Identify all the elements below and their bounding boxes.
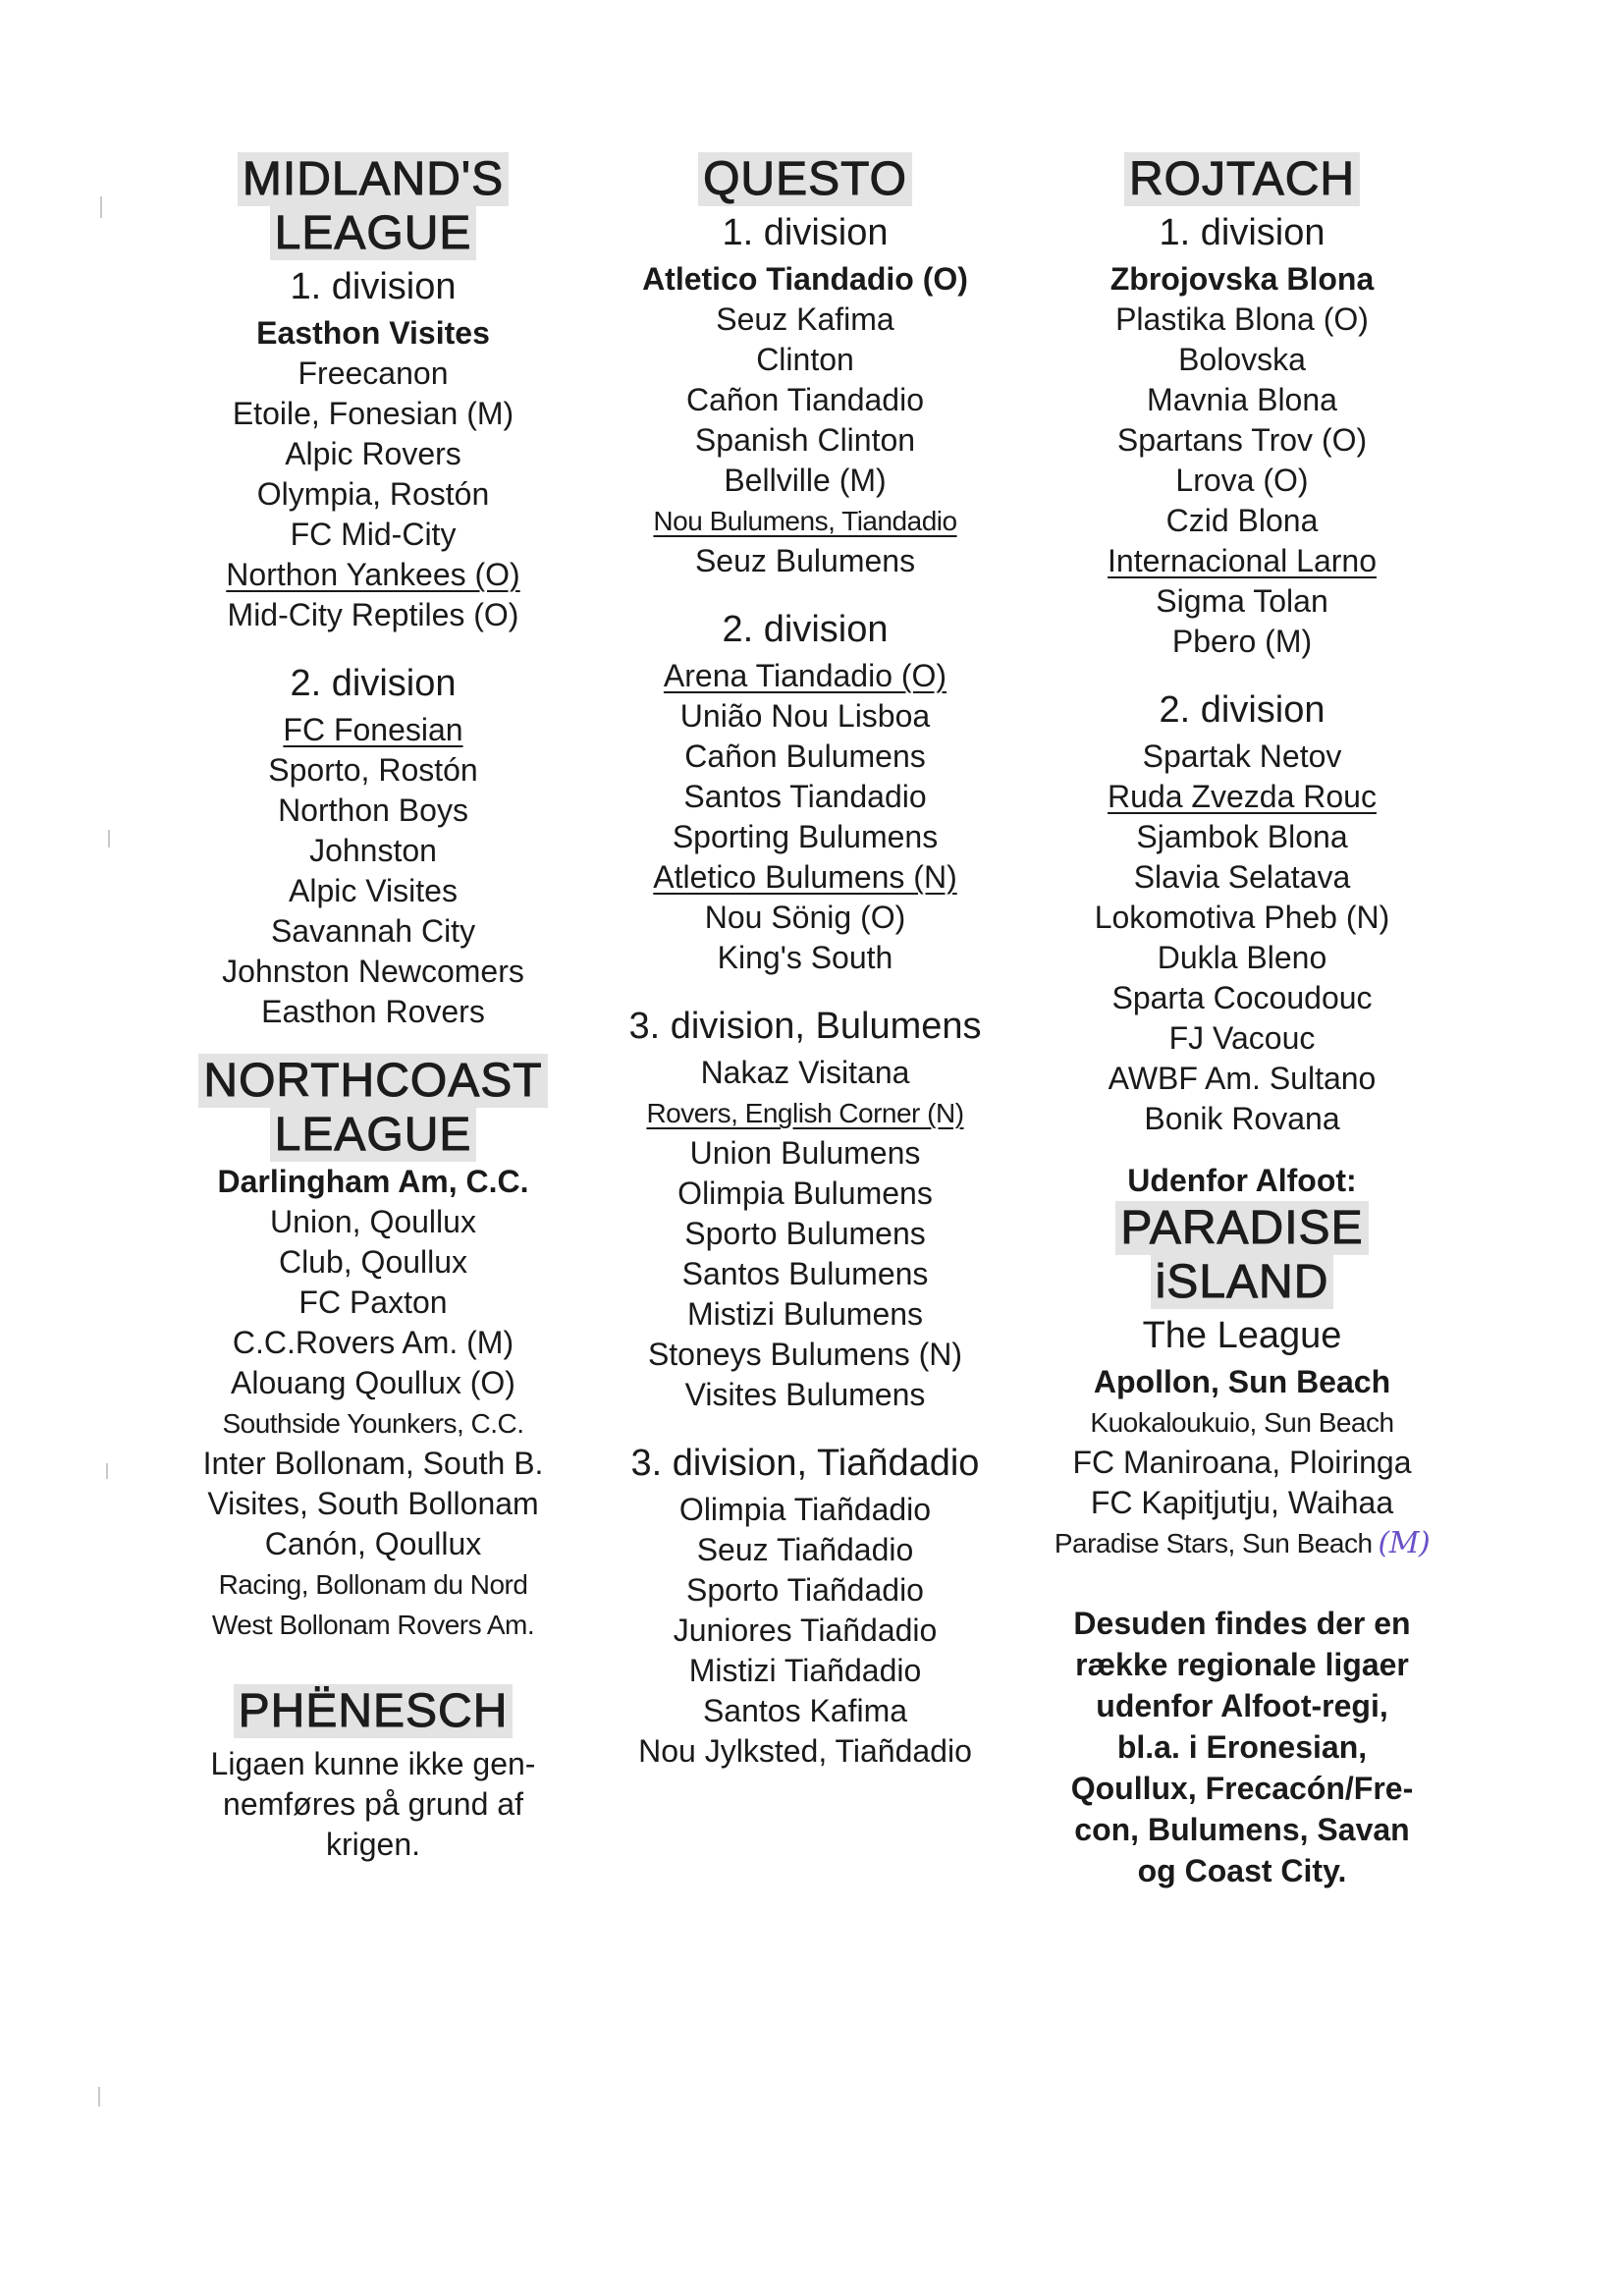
club-item: Kuokaloukuio, Sun Beach <box>1090 1407 1394 1438</box>
league-title: MIDLAND'S <box>238 152 509 206</box>
club-item: Easthon Visites <box>256 315 490 351</box>
club-name-underlined: Atletico Bulumens (N) <box>653 859 957 895</box>
division-heading: 1. division <box>722 212 889 253</box>
scan-mark <box>108 830 110 847</box>
section-pre-label: Udenfor Alfoot: <box>1127 1163 1357 1198</box>
club-item: Etoile, Fonesian (M) <box>232 396 514 431</box>
club-name: Paradise Stars, Sun Beach <box>1054 1528 1373 1558</box>
club-item: Olimpia Bulumens <box>677 1175 933 1211</box>
club-item: Canón, Qoullux <box>264 1526 482 1561</box>
league-title: iSLAND <box>1151 1255 1334 1309</box>
league-title: PHËNESCH <box>234 1684 514 1738</box>
division-heading: The League <box>1142 1315 1342 1356</box>
club-item: Seuz Bulumens <box>694 543 916 578</box>
column-left <box>177 152 569 1865</box>
league-title: LEAGUE <box>270 206 477 260</box>
club-name-underlined: Ruda Zvezda Rouc <box>1108 779 1377 814</box>
club-item: Stoneys Bulumens (N) <box>647 1337 963 1372</box>
club-item <box>609 501 1001 541</box>
club-item: Alpic Rovers <box>285 436 461 471</box>
club-item: Santos Bulumens <box>681 1256 929 1291</box>
club-item: Seuz Tiañdadio <box>696 1532 914 1567</box>
club-item: Mid-City Reptiles (O) <box>227 597 519 632</box>
phenesch-section <box>177 1684 569 1865</box>
club-item: Bonik Rovana <box>1144 1101 1340 1136</box>
club-item: Alouang Qoullux (O) <box>231 1365 515 1400</box>
club-item: Sporto, Rostón <box>268 752 478 788</box>
column-right <box>1046 152 1438 1891</box>
text-line: nemføres på grund af <box>223 1786 523 1822</box>
club-item: West Bollonam Rovers Am. <box>211 1610 535 1640</box>
club-item: Clinton <box>756 342 854 377</box>
club-name-underlined: FC Fonesian <box>283 712 463 747</box>
club-item: Olimpia Tiañdadio <box>678 1492 932 1527</box>
club-name-underlined: Rovers, English Corner (N) <box>646 1098 964 1128</box>
club-item: AWBF Am. Sultano <box>1108 1061 1377 1096</box>
note-line: række regionale ligaer <box>1075 1647 1409 1682</box>
club-item: Northon Boys <box>278 793 468 828</box>
scan-mark <box>98 2087 100 2106</box>
club-item: Nou Sönig (O) <box>704 900 906 935</box>
club-item: Olympia, Rostón <box>256 476 490 512</box>
club-item: Seuz Kafima <box>716 301 894 337</box>
club-item: Spanish Clinton <box>694 422 916 458</box>
club-item: Sporting Bulumens <box>672 819 939 854</box>
club-item: Bellville (M) <box>724 463 887 498</box>
handwritten-annotation: (M) <box>1378 1526 1431 1560</box>
division-heading: 2. division <box>290 663 457 704</box>
club-item: Dukla Bleno <box>1157 940 1327 975</box>
club-item: FC Paxton <box>298 1285 448 1320</box>
club-item: FJ Vacouc <box>1168 1020 1316 1056</box>
club-item: Plastika Blona (O) <box>1115 301 1369 337</box>
column-middle <box>609 152 1001 1772</box>
club-item: União Nou Lisboa <box>679 698 931 734</box>
note-line: udenfor Alfoot-regi, <box>1096 1688 1388 1723</box>
scan-mark <box>100 196 102 218</box>
club-item: Sporto Bulumens <box>684 1216 926 1251</box>
club-item <box>1046 1523 1438 1563</box>
club-item: Sporto Tiañdadio <box>686 1572 924 1608</box>
club-item: Inter Bollonam, South B. <box>202 1446 544 1481</box>
club-item: Racing, Bollonam du Nord <box>218 1569 528 1600</box>
club-item <box>1046 541 1438 581</box>
questo-section <box>609 152 1001 1772</box>
club-item <box>177 710 569 750</box>
paradise-island-section <box>1046 1161 1438 1563</box>
club-item: Apollon, Sun Beach <box>1093 1364 1391 1399</box>
note-line: con, Bulumens, Savan <box>1074 1812 1410 1847</box>
club-item: Johnston Newcomers <box>222 954 524 989</box>
club-item: Lrova (O) <box>1175 463 1309 498</box>
club-item: Slavia Selatava <box>1133 859 1351 895</box>
club-name-underlined: Northon Yankees (O) <box>226 557 520 592</box>
club-item <box>609 656 1001 696</box>
league-title: PARADISE <box>1115 1201 1368 1255</box>
club-item: Southside Younkers, C.C. <box>222 1408 524 1439</box>
text-line: krigen. <box>325 1827 421 1862</box>
club-item: FC Kapitjutju, Waihaa <box>1090 1485 1394 1520</box>
club-name-underlined: Internacional Larno <box>1108 543 1377 578</box>
club-item: King's South <box>717 940 893 975</box>
league-title: QUESTO <box>698 152 912 206</box>
club-name-underlined: Arena Tiandadio (O) <box>663 658 947 693</box>
club-item: Johnston <box>309 833 437 868</box>
club-item: FC Mid-City <box>290 517 457 552</box>
club-item <box>609 1093 1001 1133</box>
club-name-underlined: Nou Bulumens, Tiandadio <box>653 506 957 536</box>
club-item <box>1046 777 1438 817</box>
club-item: Czid Blona <box>1165 503 1319 538</box>
regional-note <box>1046 1603 1438 1891</box>
club-item: Atletico Tiandadio (O) <box>642 261 968 297</box>
club-item: Nakaz Visitana <box>700 1055 910 1090</box>
division-heading: 3. division, Bulumens <box>628 1006 982 1047</box>
club-item: Pbero (M) <box>1171 624 1313 659</box>
club-item: Sjambok Blona <box>1136 819 1348 854</box>
club-item: Mistizi Tiañdadio <box>688 1653 922 1688</box>
club-item: Santos Kafima <box>702 1693 908 1728</box>
division-heading: 2. division <box>722 609 889 650</box>
club-item: Sigma Tolan <box>1156 583 1328 619</box>
note-line: Qoullux, Frecacón/Fre- <box>1070 1771 1414 1806</box>
club-item: Club, Qoullux <box>278 1244 468 1280</box>
club-item: Lokomotiva Pheb (N) <box>1094 900 1390 935</box>
club-item: Zbrojovska Blona <box>1109 261 1375 297</box>
note-line: bl.a. i Eronesian, <box>1116 1729 1368 1765</box>
league-title: NORTHCOAST <box>198 1054 547 1108</box>
club-item: Cañon Tiandadio <box>686 382 924 417</box>
club-item: Alpic Visites <box>289 873 458 908</box>
division-heading: 1. division <box>290 266 457 307</box>
league-title: LEAGUE <box>270 1108 477 1162</box>
club-item: Darlingham Am, C.C. <box>217 1164 529 1199</box>
club-item: Mavnia Blona <box>1147 382 1337 417</box>
club-item: Easthon Rovers <box>261 994 485 1029</box>
club-item: Spartans Trov (O) <box>1116 422 1368 458</box>
club-item: Freecanon <box>298 355 449 391</box>
division-heading: 3. division, Tiañdadio <box>630 1443 980 1484</box>
club-item <box>609 857 1001 898</box>
club-item: C.C.Rovers Am. (M) <box>232 1325 514 1360</box>
text-line: Ligaen kunne ikke gen- <box>210 1746 536 1781</box>
club-item: Bolovska <box>1178 342 1306 377</box>
note-line: og Coast City. <box>1137 1853 1347 1888</box>
division-heading: 1. division <box>1159 212 1325 253</box>
rojtach-section <box>1046 152 1438 1139</box>
club-item: FC Maniroana, Ploiringa <box>1072 1445 1412 1480</box>
club-item: Santos Tiandadio <box>683 779 927 814</box>
club-item: Sparta Cocoudouc <box>1111 980 1373 1015</box>
note-line: Desuden findes der en <box>1073 1606 1411 1641</box>
club-item: Visites, South Bollonam <box>207 1486 539 1521</box>
club-item <box>177 555 569 595</box>
midlands-league-section <box>177 152 569 1032</box>
club-item: Union, Qoullux <box>270 1204 476 1239</box>
northcoast-league-section <box>177 1054 569 1645</box>
club-item: Union Bulumens <box>689 1135 921 1171</box>
division-heading: 2. division <box>1159 689 1325 731</box>
club-item: Savannah City <box>270 913 476 949</box>
league-title: ROJTACH <box>1124 152 1360 206</box>
club-item: Juniores Tiañdadio <box>673 1613 938 1648</box>
club-item: Nou Jylksted, Tiañdadio <box>638 1733 972 1769</box>
club-item: Spartak Netov <box>1142 738 1342 774</box>
club-item: Cañon Bulumens <box>684 738 926 774</box>
club-item: Visites Bulumens <box>684 1377 926 1412</box>
club-item: Mistizi Bulumens <box>686 1296 924 1332</box>
scan-mark <box>106 1463 108 1479</box>
